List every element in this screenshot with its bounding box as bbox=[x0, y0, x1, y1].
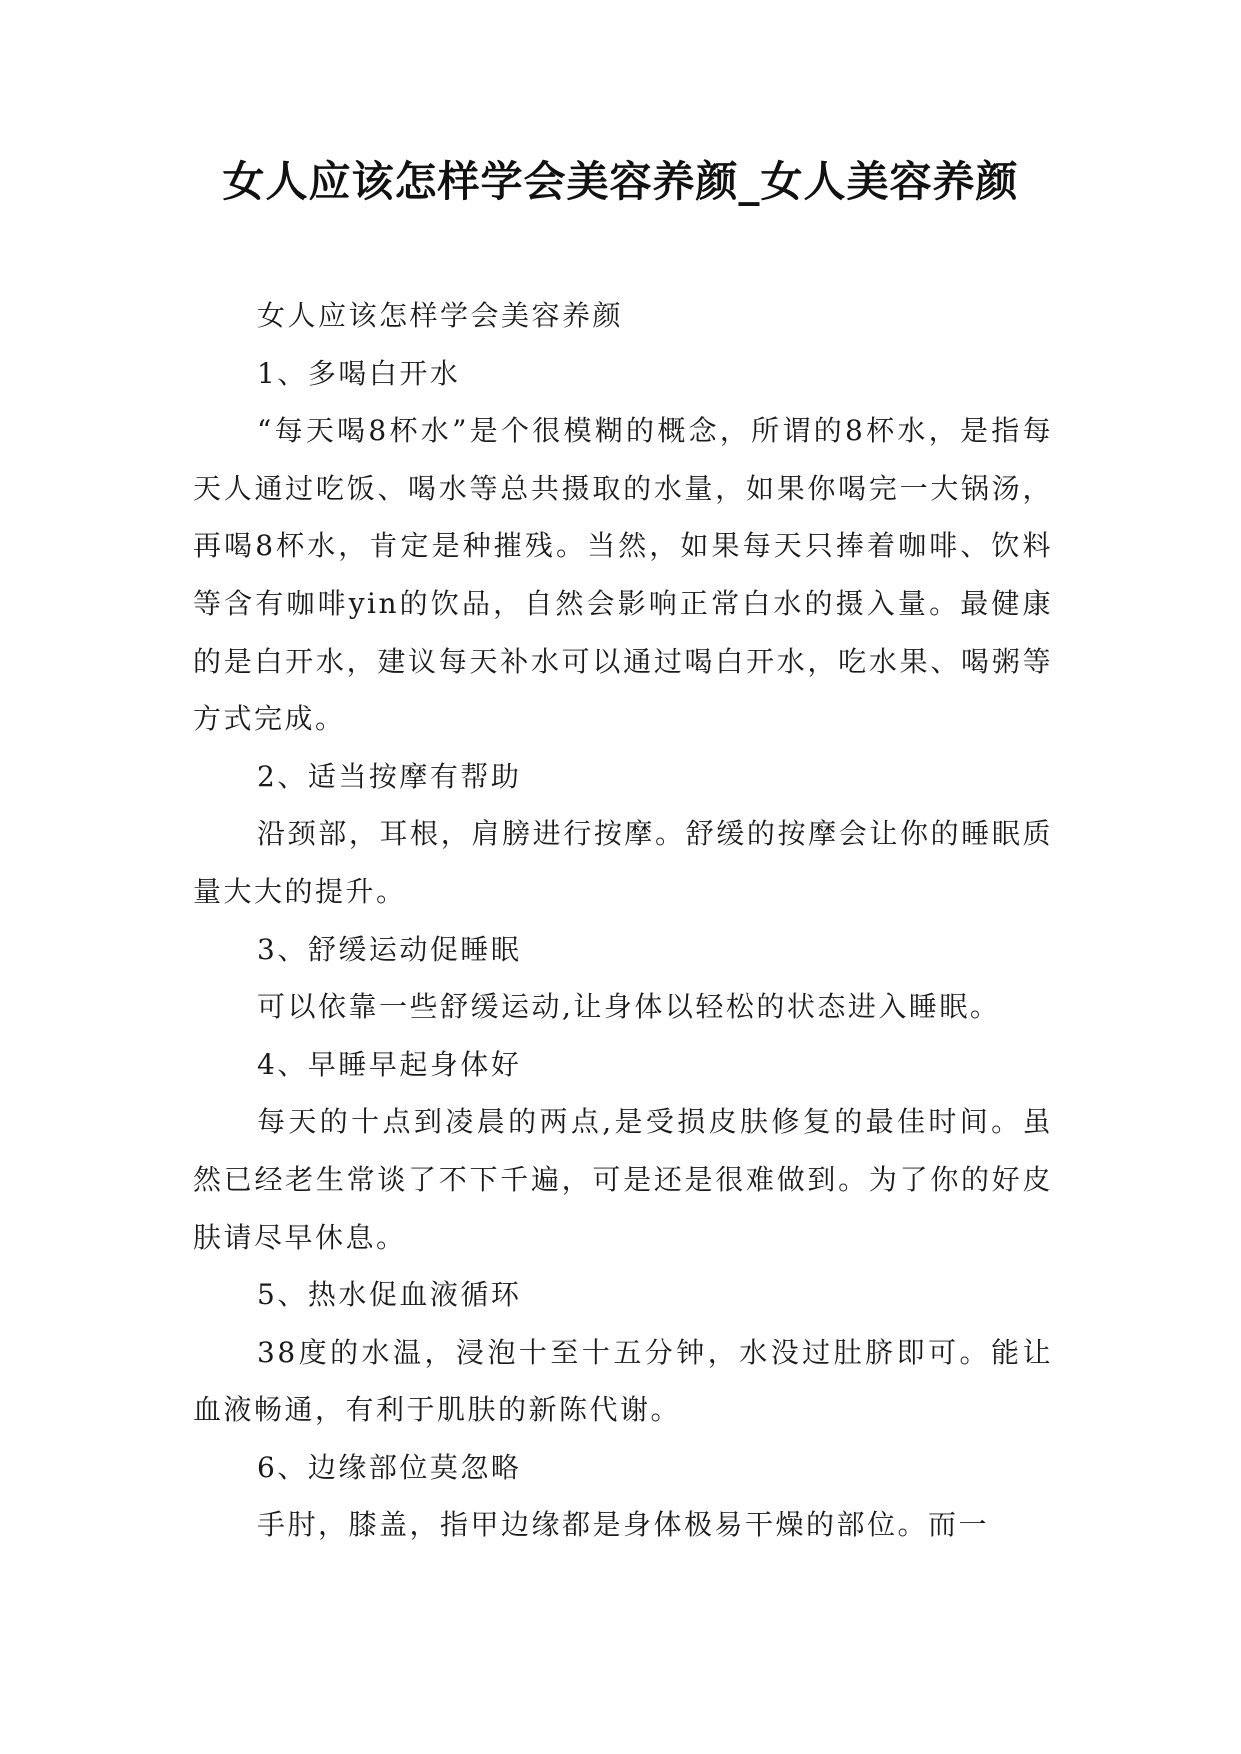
section-heading-1: 1、多喝白开水 bbox=[257, 356, 461, 390]
subtitle-paragraph: 女人应该怎样学会美容养颜 bbox=[257, 299, 624, 332]
section-body-3: 可以依靠一些舒缓运动,让身体以轻松的状态进入睡眠。 bbox=[257, 990, 1001, 1024]
section-heading-5: 5、热水促血液循环 bbox=[257, 1278, 522, 1312]
section-body-1: “每天喝8杯水”是个很模糊的概念，所谓的8杯水，是指每天人通过吃饭、喝水等总共摄取的水量，如果你喝完一大锅汤，再喝8杯水，肯定是种摧残。当然，如果每天只捧着咖啡、饮料等含有咖啡yin的饮品，自然会影响正常白水的摄入量。最健康的是白开水，建议每天补水可以通过喝白开水，吃水果、喝粥等方式完成。 bbox=[193, 414, 1053, 736]
section-body-2: 沿颈部，耳根，肩膀进行按摩。舒缓的按摩会让你的睡眠质量大大的提升。 bbox=[193, 817, 1053, 908]
document-title: 女人应该怎样学会美容养颜_女人美容养颜 bbox=[222, 157, 1019, 206]
section-body-6: 手肘，膝盖，指甲边缘都是身体极易干燥的部位。而一 bbox=[257, 1508, 990, 1542]
section-heading-4: 4、早睡早起身体好 bbox=[257, 1047, 522, 1081]
section-body-4: 每天的十点到凌晨的两点,是受损皮肤修复的最佳时间。虽然已经老生常谈了不下千遍，可是还是很难做到。为了你的好皮肤请尽早休息。 bbox=[193, 1105, 1053, 1254]
section-heading-2: 2、适当按摩有帮助 bbox=[257, 759, 522, 793]
section-heading-3: 3、舒缓运动促睡眠 bbox=[257, 932, 522, 966]
section-heading-6: 6、边缘部位莫忽略 bbox=[257, 1450, 522, 1484]
section-body-5: 38度的水温，浸泡十至十五分钟，水没过肚脐即可。能让血液畅通，有利于肌肤的新陈代谢。 bbox=[193, 1335, 1053, 1427]
document-body bbox=[193, 287, 1053, 1554]
